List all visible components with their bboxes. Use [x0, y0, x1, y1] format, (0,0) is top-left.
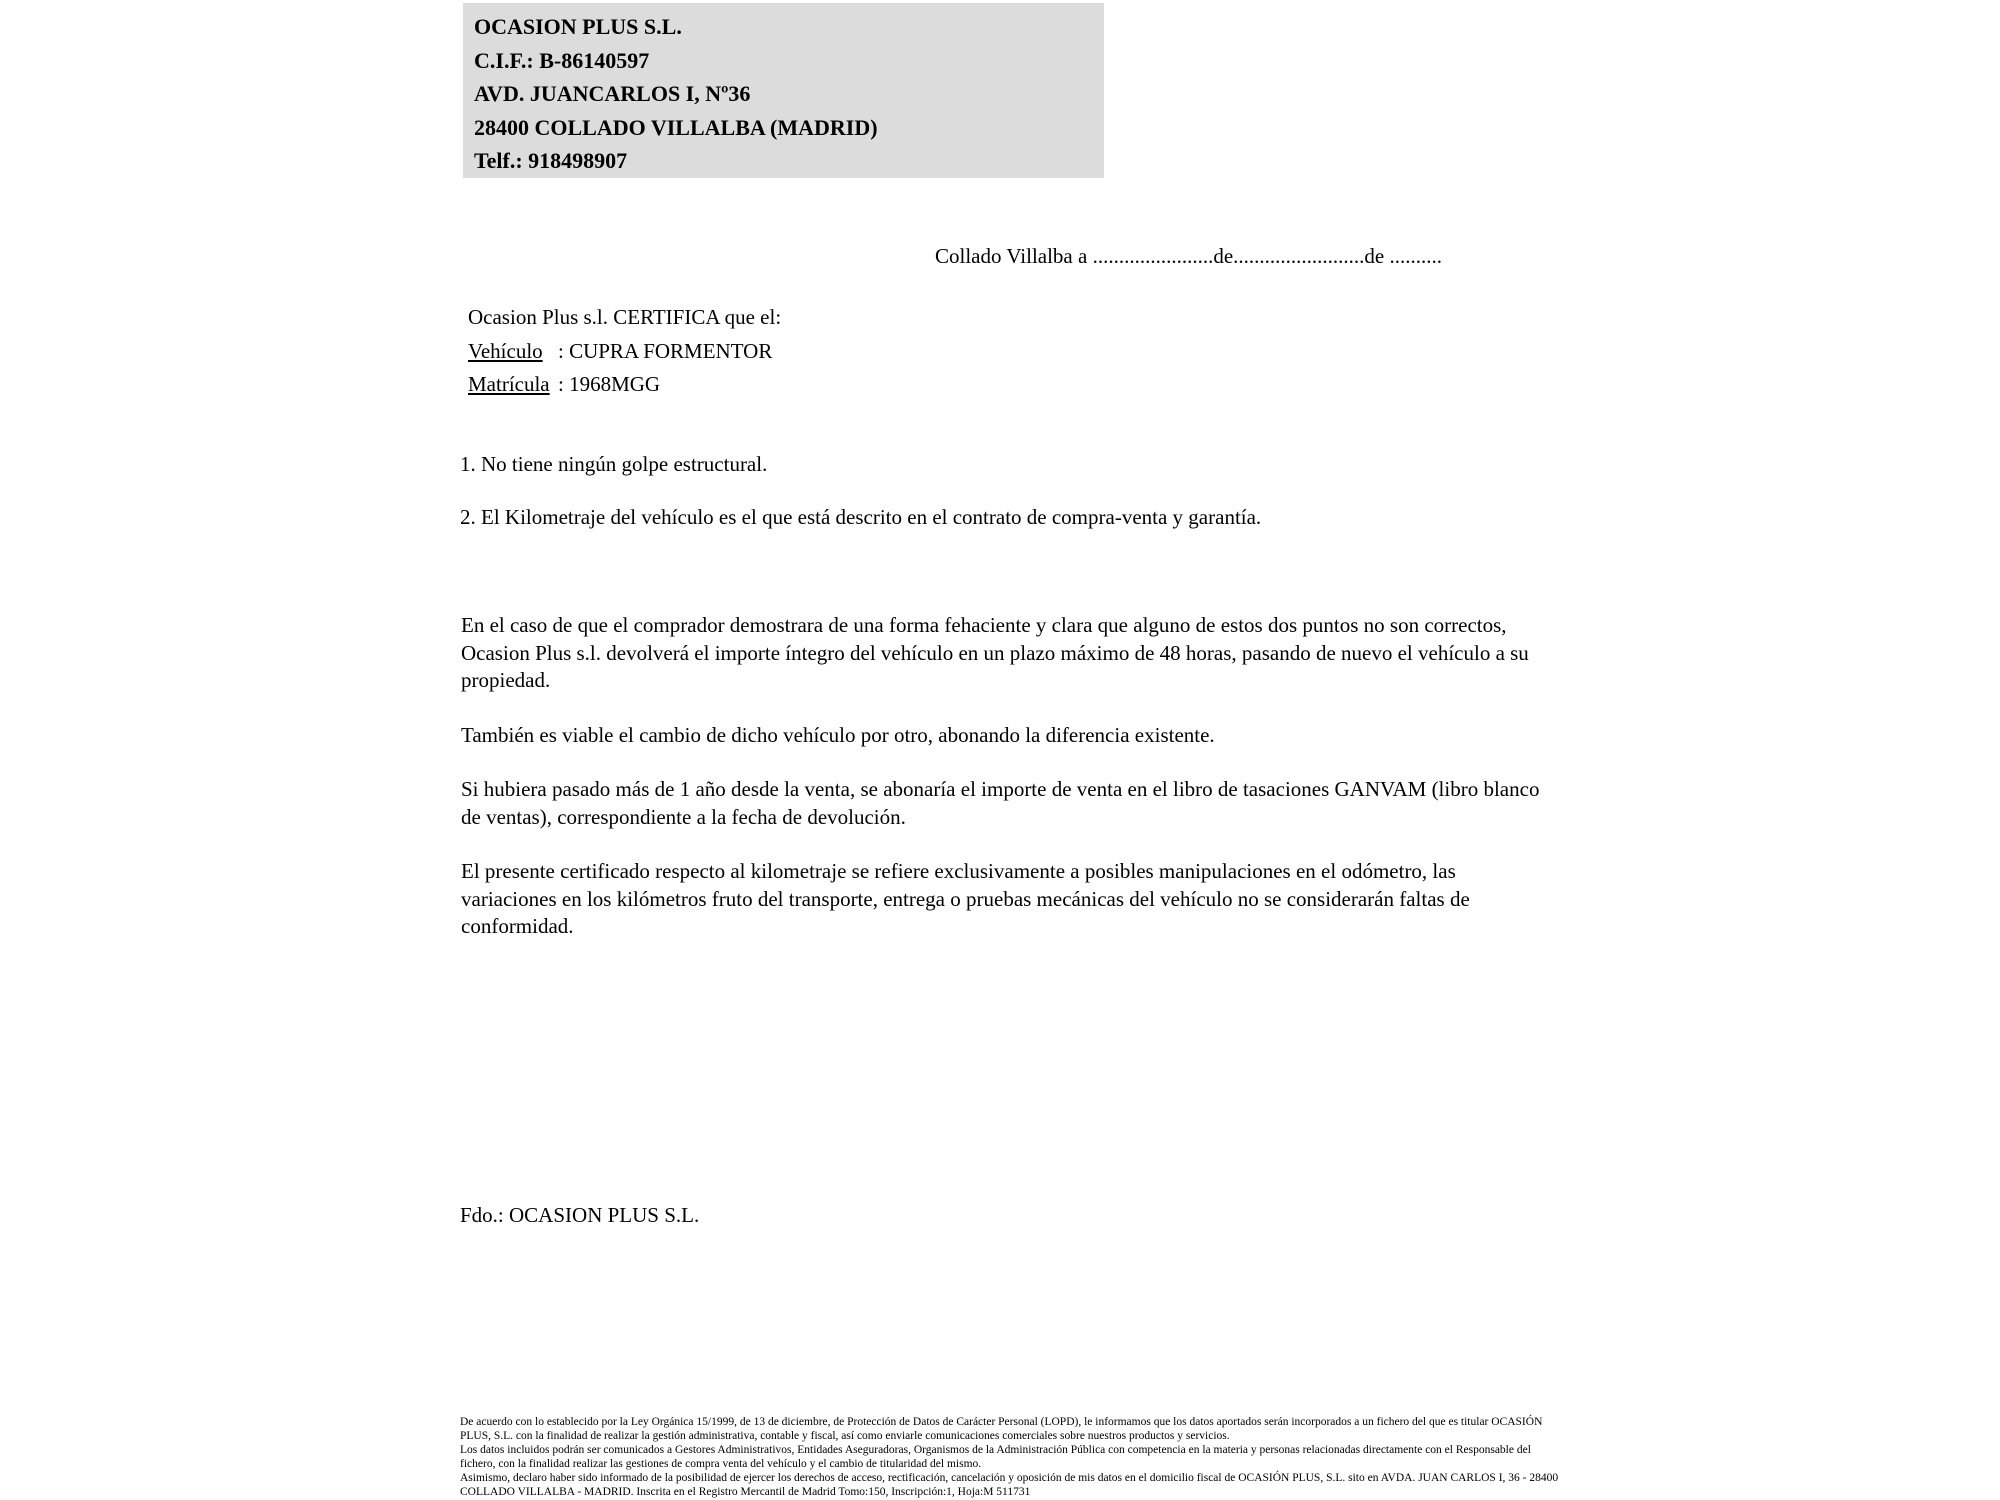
paragraph-ganvam: Si hubiera pasado más de 1 año desde la venta, se abonaría el importe de venta en el libro de tasaciones GANVAM (libro blanco de ventas), correspondiente a la fecha de devolución.: [461, 777, 1540, 829]
vehicle-row: [468, 335, 781, 369]
company-city: 28400 COLLADO VILLALBA (MADRID): [474, 114, 878, 140]
vehicle-value: : CUPRA FORMENTOR: [558, 338, 773, 363]
vehicle-label: Vehículo: [468, 338, 543, 363]
company-address: AVD. JUANCARLOS I, Nº36: [474, 81, 751, 106]
point-2: 2. El Kilometraje del vehículo es el que está descrito en el contrato de compra-venta y garantía.: [460, 505, 1262, 529]
plate-value: : 1968MGG: [558, 372, 661, 396]
certify-block: [468, 301, 781, 402]
legal-paragraph-rights: Asimismo, declaro haber sido informado de la posibilidad de ejercer los derechos de acceso, rectificación, cancelación y oposición de mis datos en el domicilio fiscal de OCASIÓN PLUS, S.L. sito en AVDA. JUAN CARLOS I, 36 - 28400 COLLADO VILLALBA - MADRID. Inscrita en el Registro Mercantil de Madrid Tomo:150, Inscripción:1, Hoja:M 511731: [460, 1472, 1559, 1498]
company-name: OCASION PLUS S.L.: [474, 14, 682, 39]
paragraph-refund: En el caso de que el comprador demostrara de una forma fehaciente y clara que alguno de estos dos puntos no son correctos, Ocasion Plus s.l. devolverá el importe íntegro del vehículo en un plazo máximo de 48 horas, pasando de nuevo el vehículo a su propiedad.: [461, 613, 1529, 692]
plate-label-wrap: [468, 368, 558, 402]
legal-paragraph-data-sharing: Los datos incluidos podrán ser comunicados a Gestores Administrativos, Entidades Aseguradoras, Organismos de la Administración Pública con competencia en la materia y personas relacionadas directamente con el Responsable del fichero, con la finalidad realizar las gestiones de compra venta del vehículo y el cambio de titularidad del mismo.: [460, 1444, 1531, 1470]
company-phone: Telf.: 918498907: [474, 148, 628, 173]
body-paragraphs: [461, 612, 1546, 968]
legal-footer: [460, 1415, 1562, 1499]
paragraph-exchange: También es viable el cambio de dicho vehículo por otro, abonando la diferencia existente.: [461, 722, 1215, 747]
plate-row: [468, 368, 781, 402]
point-1: 1. No tiene ningún golpe estructural.: [460, 452, 768, 476]
company-header-box: [463, 3, 1104, 178]
legal-paragraph-lopd: De acuerdo con lo establecido por la Ley Orgánica 15/1999, de 13 de diciembre, de Protección de Datos de Carácter Personal (LOPD), le informamos que los datos aportados serán incorporados a un fichero del que es titular OCASIÓN PLUS, S.L. con la finalidad de realizar la gestión administrativa, contable y fiscal, así como enviarle comunicaciones comerciales sobre nuestros productos y servicios.: [460, 1416, 1543, 1442]
company-cif: C.I.F.: B-86140597: [474, 47, 650, 73]
paragraph-odometer: El presente certificado respecto al kilometraje se refiere exclusivamente a posibles manipulaciones en el odómetro, las variaciones en los kilómetros fruto del transporte, entrega o pruebas mecánicas del vehículo no se considerarán faltas de conformidad.: [461, 859, 1470, 938]
vehicle-label-wrap: [468, 335, 558, 369]
date-line: Collado Villalba a .......................de.........................de ..........: [935, 244, 1442, 268]
signature-line: Fdo.: OCASION PLUS S.L.: [460, 1203, 700, 1227]
plate-label: Matrícula: [468, 372, 550, 396]
certify-intro: Ocasion Plus s.l. CERTIFICA que el:: [468, 305, 782, 329]
